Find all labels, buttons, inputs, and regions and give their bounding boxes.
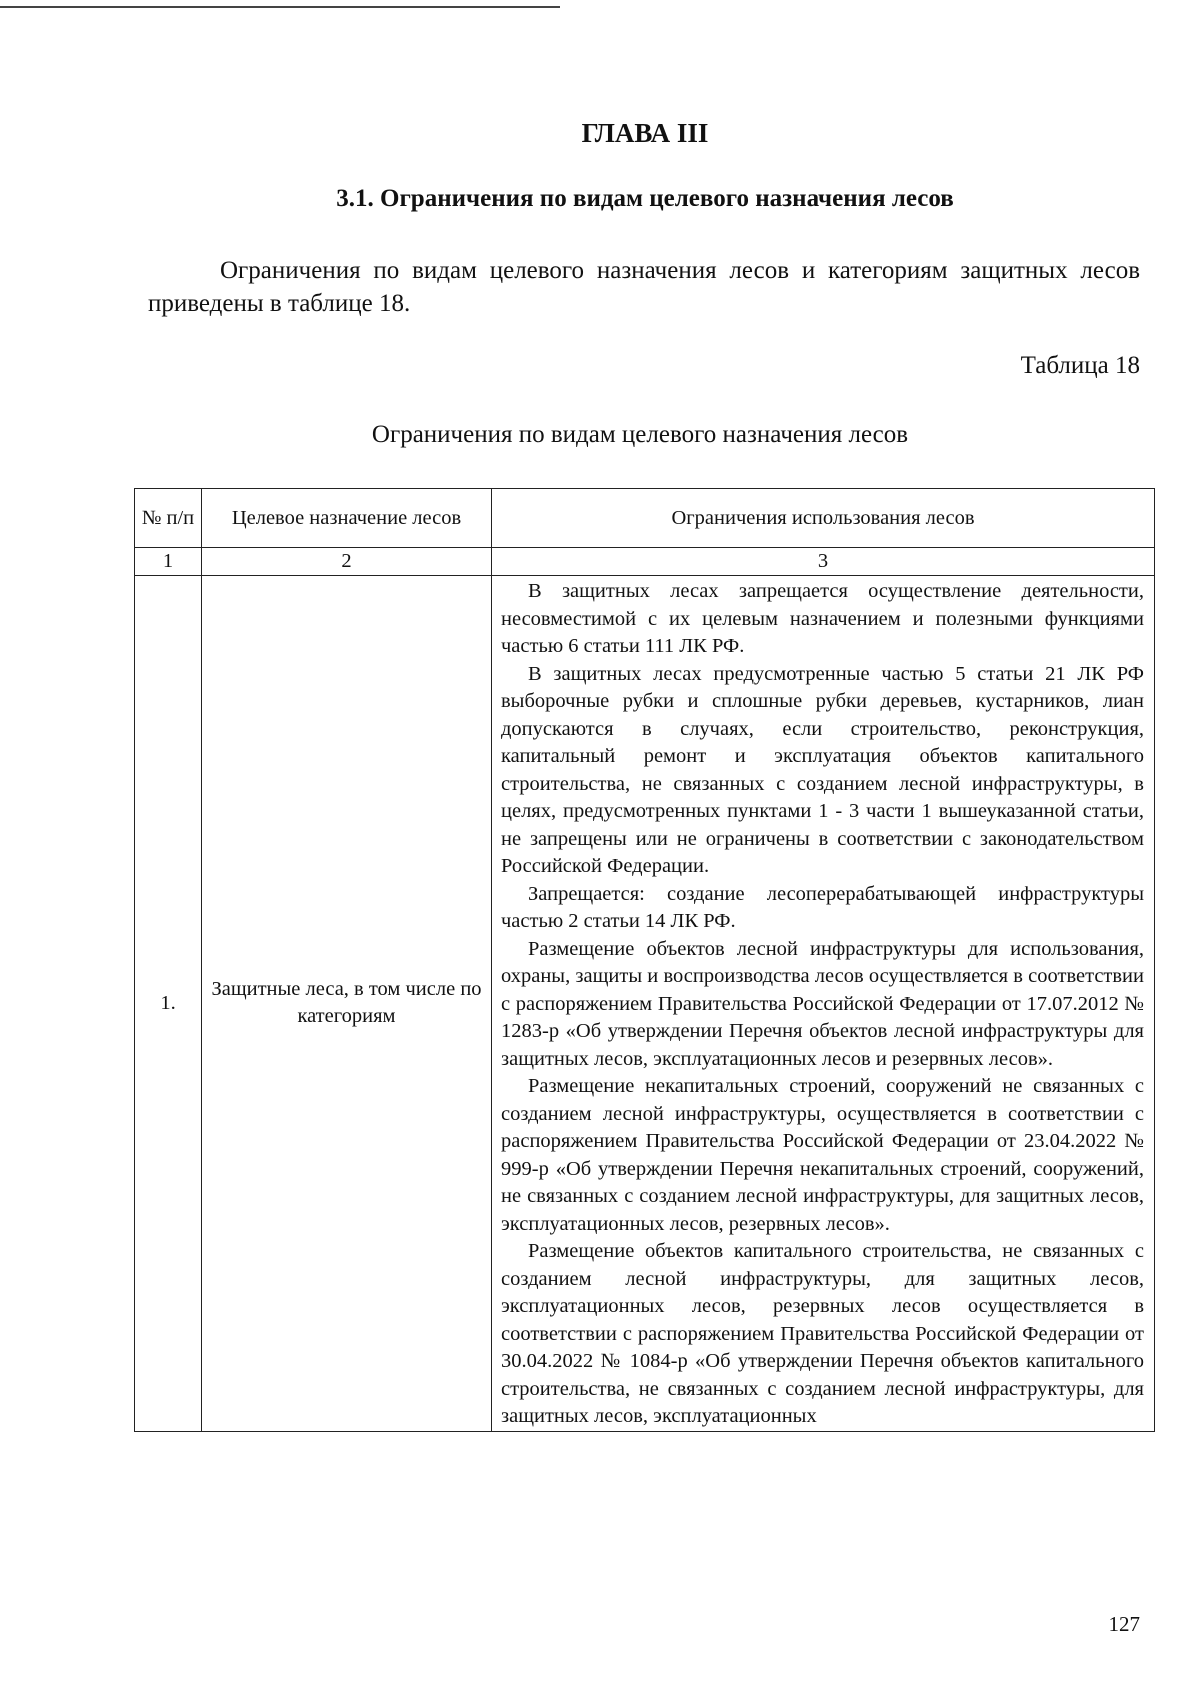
header-restrictions: Ограничения использования лесов — [492, 489, 1155, 548]
table-row — [135, 576, 1155, 1432]
row-restrictions — [492, 576, 1155, 1432]
row-number: 1. — [135, 576, 202, 1432]
restriction-paragraph: Запрещается: создание лесоперерабатывающей инфраструктуры частью 2 статьи 14 ЛК РФ. — [501, 882, 1144, 932]
table-caption: Ограничения по видам целевого назначения лесов — [371, 421, 909, 448]
scan-edge-line — [0, 6, 560, 8]
restrictions-table — [134, 488, 1155, 1432]
table-label: Таблица 18 — [1020, 352, 1140, 379]
restriction-paragraph: В защитных лесах запрещается осуществление деятельности, несовместимой с их целевым назначением и полезными функциями частью 6 статьи 111 ЛК РФ. — [501, 580, 1144, 657]
column-numbers-row — [135, 548, 1155, 576]
table-header-row — [135, 489, 1155, 548]
page-number: 127 — [1108, 1612, 1140, 1636]
restriction-paragraph: Размещение объектов капитального строительства, не связанных с созданием лесной инфраструктуры, для защитных лесов, эксплуатационных лесов, резервных лесов осуществляется в соответствии с распоряжением Правительства Российской Федерации от 30.04.2022 № 1084-р «Об утверждении Перечня объектов капитального строительства, не связанных с созданием лесной инфраструктуры, для защитных лесов, эксплуатационных — [501, 1240, 1144, 1427]
section-title: 3.1. Ограничения по видам целевого назначения лесов — [336, 185, 954, 212]
column-number-3: 3 — [492, 548, 1155, 576]
restriction-paragraph: Размещение некапитальных строений, сооружений не связанных с созданием лесной инфраструктуры, осуществляется в соответствии с распоряжением Правительства Российской Федерации от 23.04.2022 № 999-р «Об утверждении Перечня некапитальных строений, сооружений, не связанных с созданием лесной инфраструктуры, для защитных лесов, эксплуатационных лесов, резервных лесов». — [501, 1075, 1144, 1235]
row-purpose: Защитные леса, в том числе по категориям — [202, 576, 492, 1432]
chapter-title: ГЛАВА III — [581, 118, 709, 148]
restriction-paragraph: В защитных лесах предусмотренные частью 5 статьи 21 ЛК РФ выборочные рубки и сплошные рубки деревьев, кустарников, лиан допускаются в случаях, если строительство, реконструкция, капитальный ремонт и эксплуатация объектов капитального строительства, не связанных с созданием лесной инфраструктуры, в целях, предусмотренных пунктами 1 - 3 части 1 вышеуказанной статьи, не запрещены или не ограничены в соответствии с законодательством Российской Федерации. — [501, 662, 1144, 877]
column-number-1: 1 — [135, 548, 202, 576]
header-num: № п/п — [135, 489, 202, 548]
header-purpose: Целевое назначение лесов — [202, 489, 492, 548]
restriction-paragraph: Размещение объектов лесной инфраструктуры для использования, охраны, защиты и воспроизводства лесов осуществляется в соответствии с распоряжением Правительства Российской Федерации от 17.07.2012 № 1283-р «Об утверждении Перечня объектов лесной инфраструктуры для защитных лесов, эксплуатационных лесов и резервных лесов». — [501, 937, 1144, 1070]
intro-paragraph: Ограничения по видам целевого назначения лесов и категориям защитных лесов приведены в таблице 18. — [148, 257, 1140, 317]
column-number-2: 2 — [202, 548, 492, 576]
